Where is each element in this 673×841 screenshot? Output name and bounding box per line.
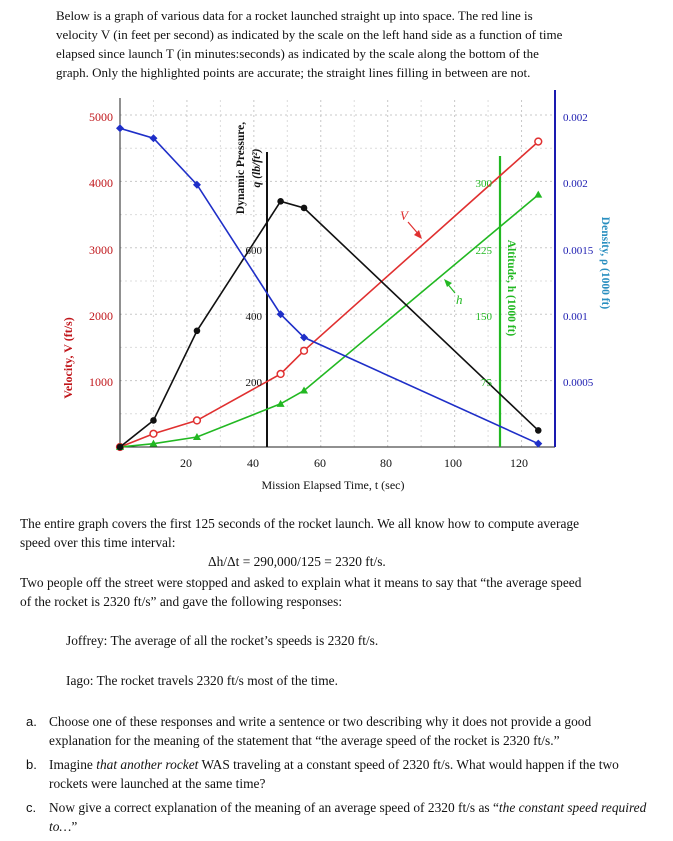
- density-tick-label: 0.0015: [563, 245, 594, 257]
- paragraph-line: The entire graph covers the first 125 seconds of the rocket launch. We all know how to compute average: [20, 516, 580, 531]
- intro-line: graph. Only the highlighted points are accurate; the straight lines filling in between are not.: [56, 65, 531, 80]
- velocity-point: [301, 347, 308, 354]
- dynamic-pressure-point: [194, 328, 201, 335]
- x-tick-label: 60: [314, 456, 326, 470]
- dynamic-pressure-point: [277, 198, 284, 205]
- density-axis-label: Density, ρ (1000 ft): [599, 216, 611, 310]
- velocity-annotation: V: [400, 208, 408, 223]
- rocket-launch-chart: [0, 88, 673, 508]
- dynamic-pressure-point: [535, 427, 542, 434]
- question-marker: b.: [26, 757, 37, 772]
- question-text-start: Imagine: [49, 757, 97, 772]
- altitude-arrow-head: [444, 279, 452, 287]
- velocity-tick-label: 5000: [89, 110, 113, 124]
- dynamic-pressure-series-line: [120, 201, 538, 447]
- x-tick-label: 80: [380, 456, 392, 470]
- paragraph-line: of the rocket is 2320 ft/s” and gave the following responses:: [20, 594, 343, 609]
- velocity-point: [150, 430, 157, 437]
- density-series-line: [120, 128, 538, 443]
- density-point: [534, 440, 542, 448]
- density-tick-label: 0.002: [563, 112, 588, 124]
- pressure-tick-label: 400: [245, 311, 262, 323]
- altitude-tick-label: 150: [475, 311, 492, 323]
- x-tick-label: 40: [247, 456, 259, 470]
- chart-series: [116, 121, 542, 450]
- x-axis-label: Mission Elapsed Time, t (sec): [261, 478, 405, 492]
- intro-line: velocity V (in feet per second) as indicated by the scale on the left hand side as a function of time: [56, 27, 563, 42]
- pressure-tick-label: 600: [245, 245, 262, 257]
- question-marker: c.: [26, 800, 37, 815]
- average-speed-paragraph: [20, 514, 655, 552]
- velocity-point: [277, 371, 284, 378]
- altitude-point: [277, 400, 285, 407]
- x-tick-label: 100: [444, 456, 462, 470]
- altitude-point: [534, 191, 542, 198]
- altitude-annotation: h: [456, 292, 463, 307]
- altitude-tick-label: 300: [475, 178, 492, 190]
- responses-paragraph: [20, 573, 655, 611]
- intro-paragraph: [56, 6, 616, 82]
- question-text-emphasis: that another rocket: [96, 757, 199, 772]
- paragraph-line: speed over this time interval:: [20, 535, 176, 550]
- density-point: [116, 124, 124, 132]
- velocity-point: [535, 138, 542, 145]
- velocity-axis-label: Velocity, V (ft/s): [61, 317, 75, 399]
- velocity-tick-label: 2000: [89, 309, 113, 323]
- chart-grid: [120, 100, 555, 447]
- question-marker: a.: [26, 714, 37, 729]
- question-text-emphasis: the constant speed required to…: [49, 800, 647, 834]
- dynamic-pressure-point: [301, 205, 308, 212]
- question-text-start: Now give a correct explanation of the meaning of an average speed of 2320 ft/s as “: [49, 800, 499, 815]
- density-tick-label: 0.002: [563, 178, 588, 190]
- x-tick-label: 20: [180, 456, 192, 470]
- pressure-axis-label: q (lb/ft²): [251, 148, 263, 188]
- average-speed-formula: Δh/Δt = 290,000/125 = 2320 ft/s.: [208, 554, 386, 569]
- velocity-tick-label: 3000: [89, 243, 113, 257]
- density-tick-label: 0.0005: [563, 377, 594, 389]
- question-a: [22, 712, 652, 750]
- velocity-tick-label: 1000: [89, 375, 113, 389]
- question-text: Choose one of these responses and write a sentence or two describing why it does not provide a good explanation for the meaning of the statement that “the average speed of the rocket is 2320 ft/s.”: [49, 714, 592, 748]
- altitude-tick-label: 75: [481, 377, 492, 389]
- x-tick-label: 120: [510, 456, 528, 470]
- intro-line: Below is a graph of various data for a rocket launched straight up into space. The red line is: [56, 8, 533, 23]
- question-list: [22, 712, 652, 841]
- density-tick-label: 0.001: [563, 311, 588, 323]
- altitude-tick-label: 225: [475, 245, 492, 257]
- velocity-point: [194, 417, 201, 424]
- question-b: [22, 755, 652, 793]
- dynamic-pressure-point: [150, 417, 157, 424]
- altitude-axis-label: Altitude, h (1000 ft): [505, 239, 517, 337]
- question-c: [22, 798, 652, 836]
- paragraph-line: Two people off the street were stopped and asked to explain what it means to say that “the average speed: [20, 575, 582, 590]
- velocity-tick-label: 4000: [89, 176, 113, 190]
- pressure-axis-label: Dynamic Pressure,: [235, 121, 247, 215]
- iago-response: Iago: The rocket travels 2320 ft/s most of the time.: [66, 673, 338, 688]
- dynamic-pressure-point: [117, 444, 124, 451]
- question-text-end: ”: [71, 819, 78, 834]
- pressure-tick-label: 200: [245, 377, 262, 389]
- joffrey-response: Joffrey: The average of all the rocket’s speeds is 2320 ft/s.: [66, 633, 379, 648]
- intro-line: elapsed since launch T (in minutes:seconds) as indicated by the scale along the bottom of the: [56, 46, 539, 61]
- question-text-end: WAS traveling at a constant speed of 2320 ft/s. What would happen if the two rockets were launched at the same time?: [49, 757, 619, 791]
